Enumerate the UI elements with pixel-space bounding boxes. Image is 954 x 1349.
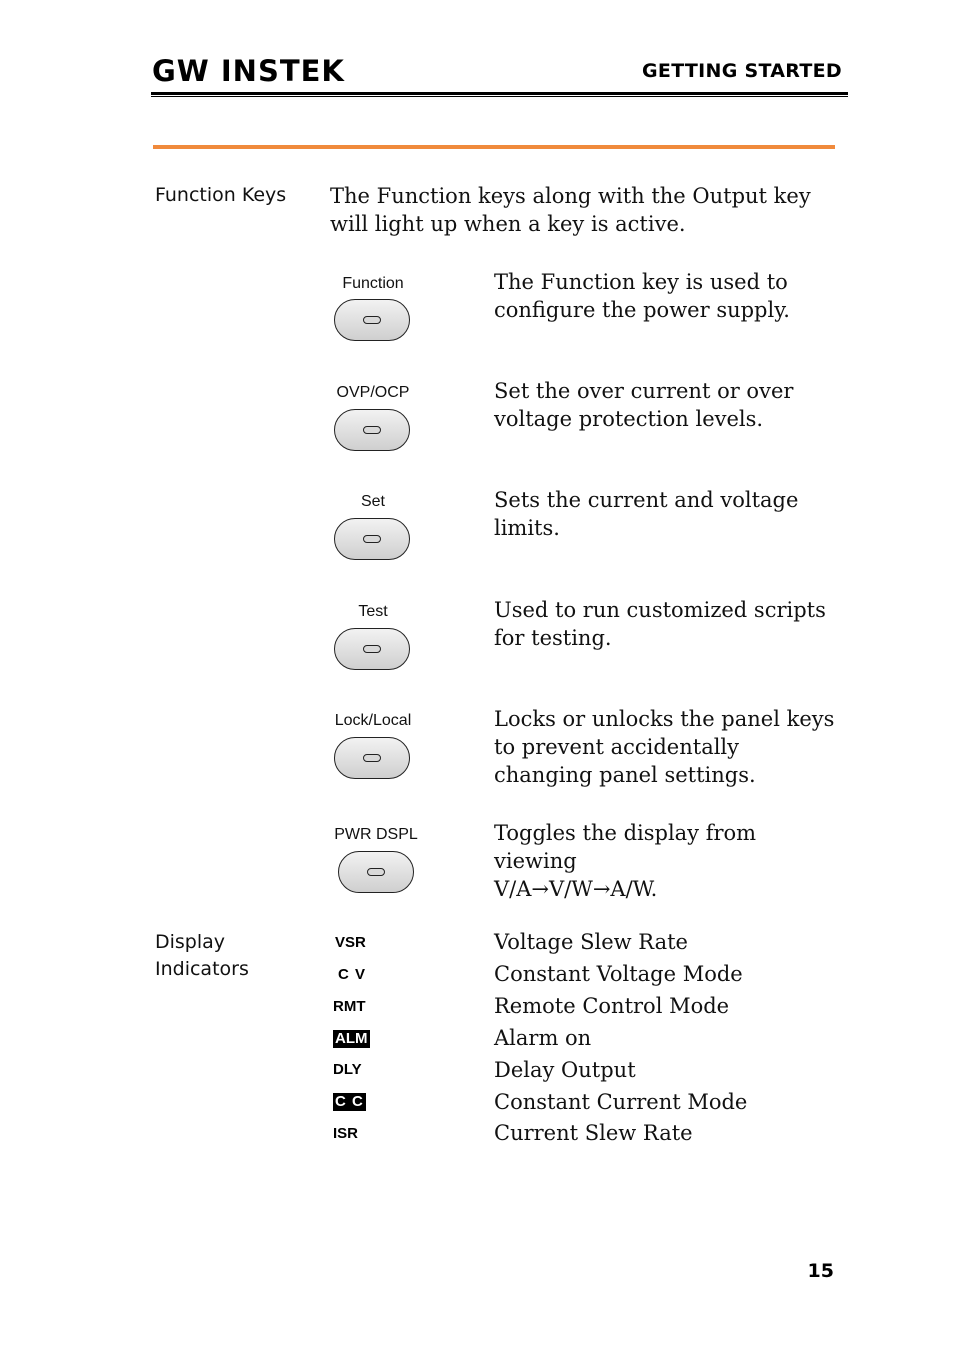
- indicator-alm: ALM: [335, 1030, 368, 1047]
- pwr-dspl-key-description: [494, 819, 844, 903]
- function-key-button[interactable]: [334, 299, 410, 341]
- header-rule: [151, 92, 848, 95]
- lock-local-key-label: Lock/Local: [334, 712, 412, 729]
- indicator-cv: C V: [338, 966, 367, 983]
- indicator-cv-meaning: Constant Voltage Mode: [494, 962, 743, 986]
- function-key-label: Function: [342, 275, 404, 292]
- page-number: 15: [807, 1260, 834, 1282]
- indicator-cc: C C: [335, 1093, 364, 1110]
- ovp-ocp-key-description: Set the over current or over voltage protection levels.: [494, 379, 794, 431]
- function-key-description: The Function key is used to configure the power supply.: [494, 270, 790, 322]
- pwr-dspl-key-label: PWR DSPL: [334, 826, 418, 843]
- indicator-rmt-meaning: Remote Control Mode: [494, 994, 730, 1018]
- led-icon: [363, 316, 381, 324]
- ovp-ocp-key-button[interactable]: [334, 409, 410, 451]
- led-icon: [363, 645, 381, 653]
- indicator-vsr: VSR: [335, 934, 366, 951]
- ovp-ocp-key-label: OVP/OCP: [336, 384, 410, 401]
- pwr-dspl-description-line1: Toggles the display from viewing: [494, 821, 757, 873]
- led-icon: [363, 426, 381, 434]
- indicator-cc-meaning: Constant Current Mode: [494, 1090, 748, 1114]
- set-key-label: Set: [360, 493, 385, 510]
- set-key-button[interactable]: [334, 518, 410, 560]
- display-indicators-label-line1: Display: [155, 931, 226, 953]
- test-key-description: Used to run customized scripts for testing.: [494, 598, 826, 650]
- gw-instek-logo: [152, 54, 345, 88]
- header-rule-thin: [151, 96, 848, 97]
- lock-local-key-button[interactable]: [334, 737, 410, 779]
- section-divider: [153, 145, 835, 149]
- function-keys-intro: The Function keys along with the Output key will light up when a key is active.: [330, 184, 811, 236]
- indicator-alm-meaning: Alarm on: [494, 1026, 592, 1050]
- function-keys-label: Function Keys: [155, 184, 287, 206]
- led-icon: [363, 754, 381, 762]
- pwr-dspl-key-button[interactable]: [338, 851, 414, 893]
- led-icon: [363, 535, 381, 543]
- indicator-isr-meaning: Current Slew Rate: [494, 1121, 693, 1145]
- led-icon: [367, 868, 385, 876]
- pwr-dspl-description-line2: V/A→V/W→A/W.: [494, 877, 658, 901]
- indicator-isr: ISR: [333, 1125, 359, 1142]
- indicator-dly: DLY: [333, 1061, 362, 1078]
- indicator-dly-meaning: Delay Output: [494, 1058, 636, 1082]
- test-key-button[interactable]: [334, 628, 410, 670]
- logo-text: GW INSTEK: [152, 54, 345, 88]
- chapter-title: GETTING STARTED: [642, 60, 842, 82]
- lock-local-key-description: Locks or unlocks the panel keys to prevent accidentally changing panel settings.: [494, 707, 835, 787]
- display-indicators-label: [155, 929, 249, 983]
- set-key-description: Sets the current and voltage limits.: [494, 488, 799, 540]
- test-key-label: Test: [358, 603, 388, 620]
- display-indicators-label-line2: Indicators: [155, 958, 249, 980]
- indicator-vsr-meaning: Voltage Slew Rate: [494, 930, 688, 954]
- indicator-rmt: RMT: [333, 998, 366, 1015]
